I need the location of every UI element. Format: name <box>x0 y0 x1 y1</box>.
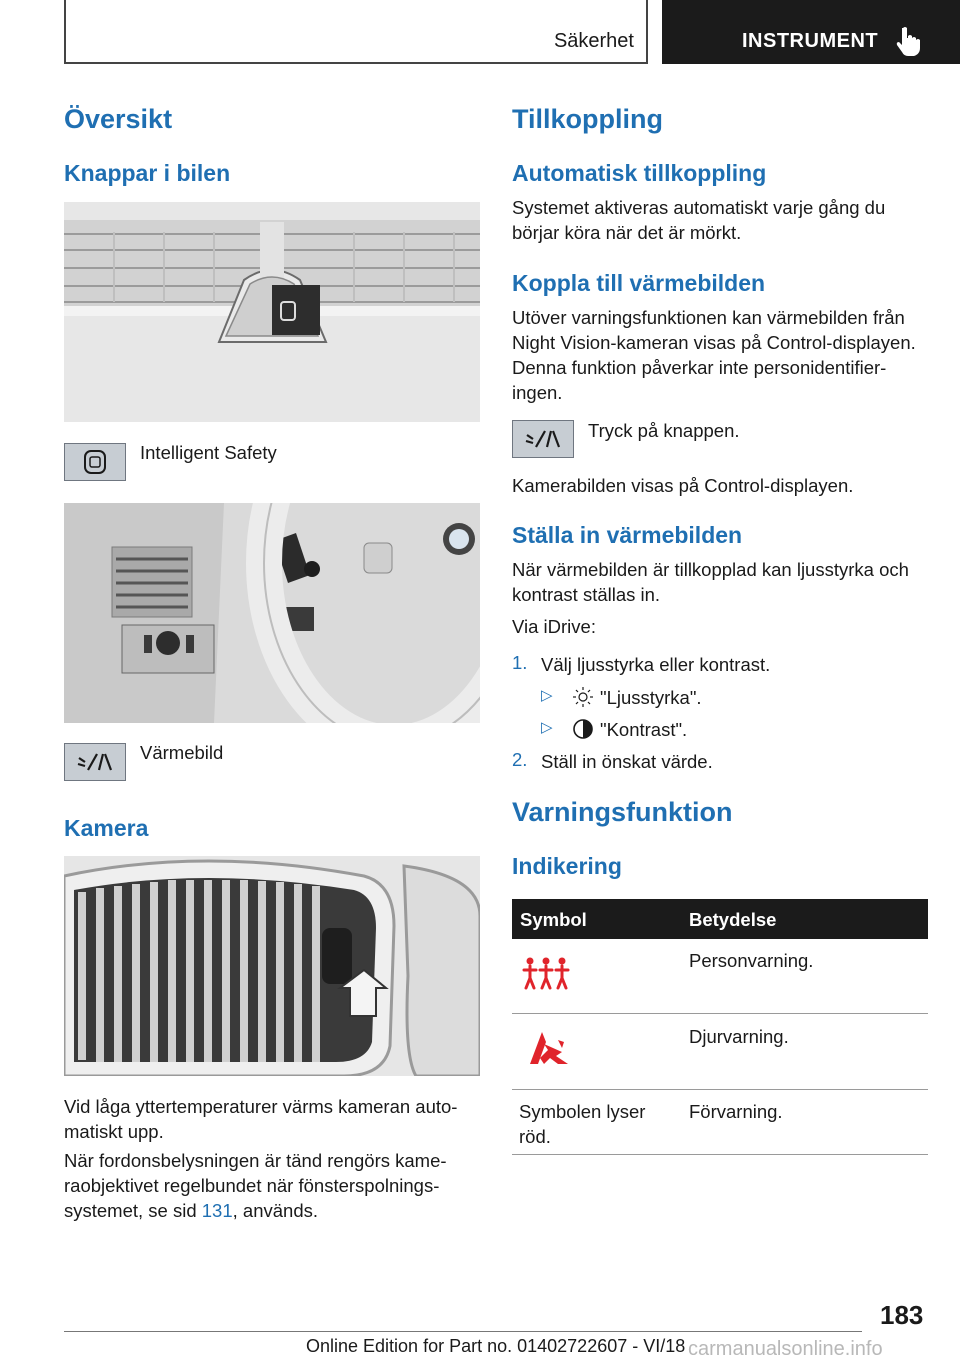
adjust-thermal-line-1: När värmebilden är tillkopplad kan ljusstyrka och <box>512 559 909 580</box>
footer-divider <box>64 1331 862 1332</box>
table-divider <box>512 1089 928 1090</box>
step-2-number: 2. <box>512 749 528 770</box>
symbol-column-header: Symbol <box>520 909 587 930</box>
thermal-image-icon <box>523 425 563 453</box>
camera-heating-text <box>64 1094 457 1144</box>
camera-display-text: Kamerabilden visas på Control-displayen. <box>512 475 854 496</box>
animal-warning-meaning: Djurvarning. <box>689 1026 789 1047</box>
grille-camera-photo <box>64 856 480 1076</box>
intelligent-safety-label: Intelligent Safety <box>140 442 277 463</box>
enable-thermal-line-1: Utöver varningsfunktionen kan värmebilden från <box>512 307 905 328</box>
enable-thermal-line-3: Denna funktion påverkar inte personidentifier- <box>512 357 887 378</box>
auto-activation-text <box>512 195 885 245</box>
buttons-heading: Knappar i bilen <box>64 160 231 186</box>
step-1-number: 1. <box>512 652 528 673</box>
enable-thermal-heading: Koppla till värmebilden <box>512 270 766 296</box>
page-number: 183 <box>880 1300 924 1330</box>
section-tab[interactable] <box>64 0 648 64</box>
indication-table-header <box>512 899 928 939</box>
activation-title: Tillkoppling <box>512 104 663 134</box>
overview-title: Översikt <box>64 104 173 134</box>
person-warning-icon <box>520 956 572 992</box>
thermal-image-button[interactable] <box>64 743 126 781</box>
bullet-triangle-icon: ▷ <box>541 719 553 736</box>
camera-heating-line-1: Vid låga yttertemperaturer värms kameran auto- <box>64 1096 458 1117</box>
camera-cleaning-text <box>64 1148 447 1223</box>
chapter-tab-label: INSTRUMENT <box>742 30 879 52</box>
contrast-option[interactable]: "Kontrast". <box>600 719 688 740</box>
pre-warning-meaning: Förvarning. <box>689 1101 783 1122</box>
press-button-text: Tryck på knappen. <box>588 420 740 441</box>
adjust-thermal-text <box>512 557 909 607</box>
person-warning-meaning: Personvarning. <box>689 950 814 971</box>
camera-cleaning-line-3: systemet, se sid <box>64 1200 202 1221</box>
meaning-column-header: Betydelse <box>689 909 777 930</box>
table-divider <box>512 1154 928 1155</box>
adjust-thermal-heading: Ställa in värmebilden <box>512 522 743 548</box>
interior-controls-photo <box>64 503 480 723</box>
thermal-image-button-inline[interactable] <box>512 420 574 458</box>
brightness-icon <box>572 686 594 708</box>
camera-heating-line-2: matiskt upp. <box>64 1121 164 1142</box>
intelligent-safety-button[interactable] <box>64 443 126 481</box>
step-1-text: Välj ljusstyrka eller kontrast. <box>541 654 771 675</box>
watermark: carmanualsonline.info <box>688 1338 883 1360</box>
enable-thermal-text <box>512 305 916 405</box>
bullet-triangle-icon: ▷ <box>541 687 553 704</box>
pre-warning-symbol-line-1: Symbolen lyser <box>519 1101 646 1122</box>
enable-thermal-line-4: ingen. <box>512 382 563 403</box>
auto-activation-line-2: börjar köra när det är mörkt. <box>512 222 742 243</box>
contrast-icon <box>572 718 594 740</box>
intelligent-safety-icon <box>81 448 109 476</box>
section-tab-label: Säkerhet <box>553 30 634 52</box>
page-link-131[interactable]: 131 <box>201 1200 233 1221</box>
auto-activation-line-1: Systemet aktiveras automatiskt varje gång du <box>512 197 886 218</box>
via-idrive-text: Via iDrive: <box>512 616 596 637</box>
adjust-thermal-line-2: kontrast ställas in. <box>512 584 661 605</box>
camera-heading: Kamera <box>64 815 149 841</box>
pre-warning-symbol-line-2: röd. <box>519 1126 551 1147</box>
camera-cleaning-suffix: , används. <box>232 1200 319 1221</box>
pre-warning-symbol-text <box>519 1099 645 1149</box>
hand-pointer-icon <box>892 24 924 56</box>
brightness-option[interactable]: "Ljusstyrka". <box>600 687 702 708</box>
warning-function-title: Varningsfunktion <box>512 797 733 827</box>
table-divider <box>512 1013 928 1014</box>
camera-cleaning-line-1: När fordonsbelysningen är tänd rengörs kame- <box>64 1150 447 1171</box>
dashboard-button-photo <box>64 202 480 422</box>
animal-warning-icon <box>528 1030 570 1066</box>
thermal-image-label: Värmebild <box>140 742 224 763</box>
edition-text: Online Edition for Part no. 01402722607 - VI/18 <box>306 1336 686 1356</box>
auto-activation-heading: Automatisk tillkoppling <box>512 160 767 186</box>
enable-thermal-line-2: Night Vision-kameran visas på Control-displayen. <box>512 332 916 353</box>
camera-cleaning-line-2: raobjektivet regelbundet när fönsterspolnings- <box>64 1175 440 1196</box>
indication-heading: Indikering <box>512 853 622 879</box>
thermal-image-icon <box>75 748 115 776</box>
step-2-text: Ställ in önskat värde. <box>541 751 713 772</box>
